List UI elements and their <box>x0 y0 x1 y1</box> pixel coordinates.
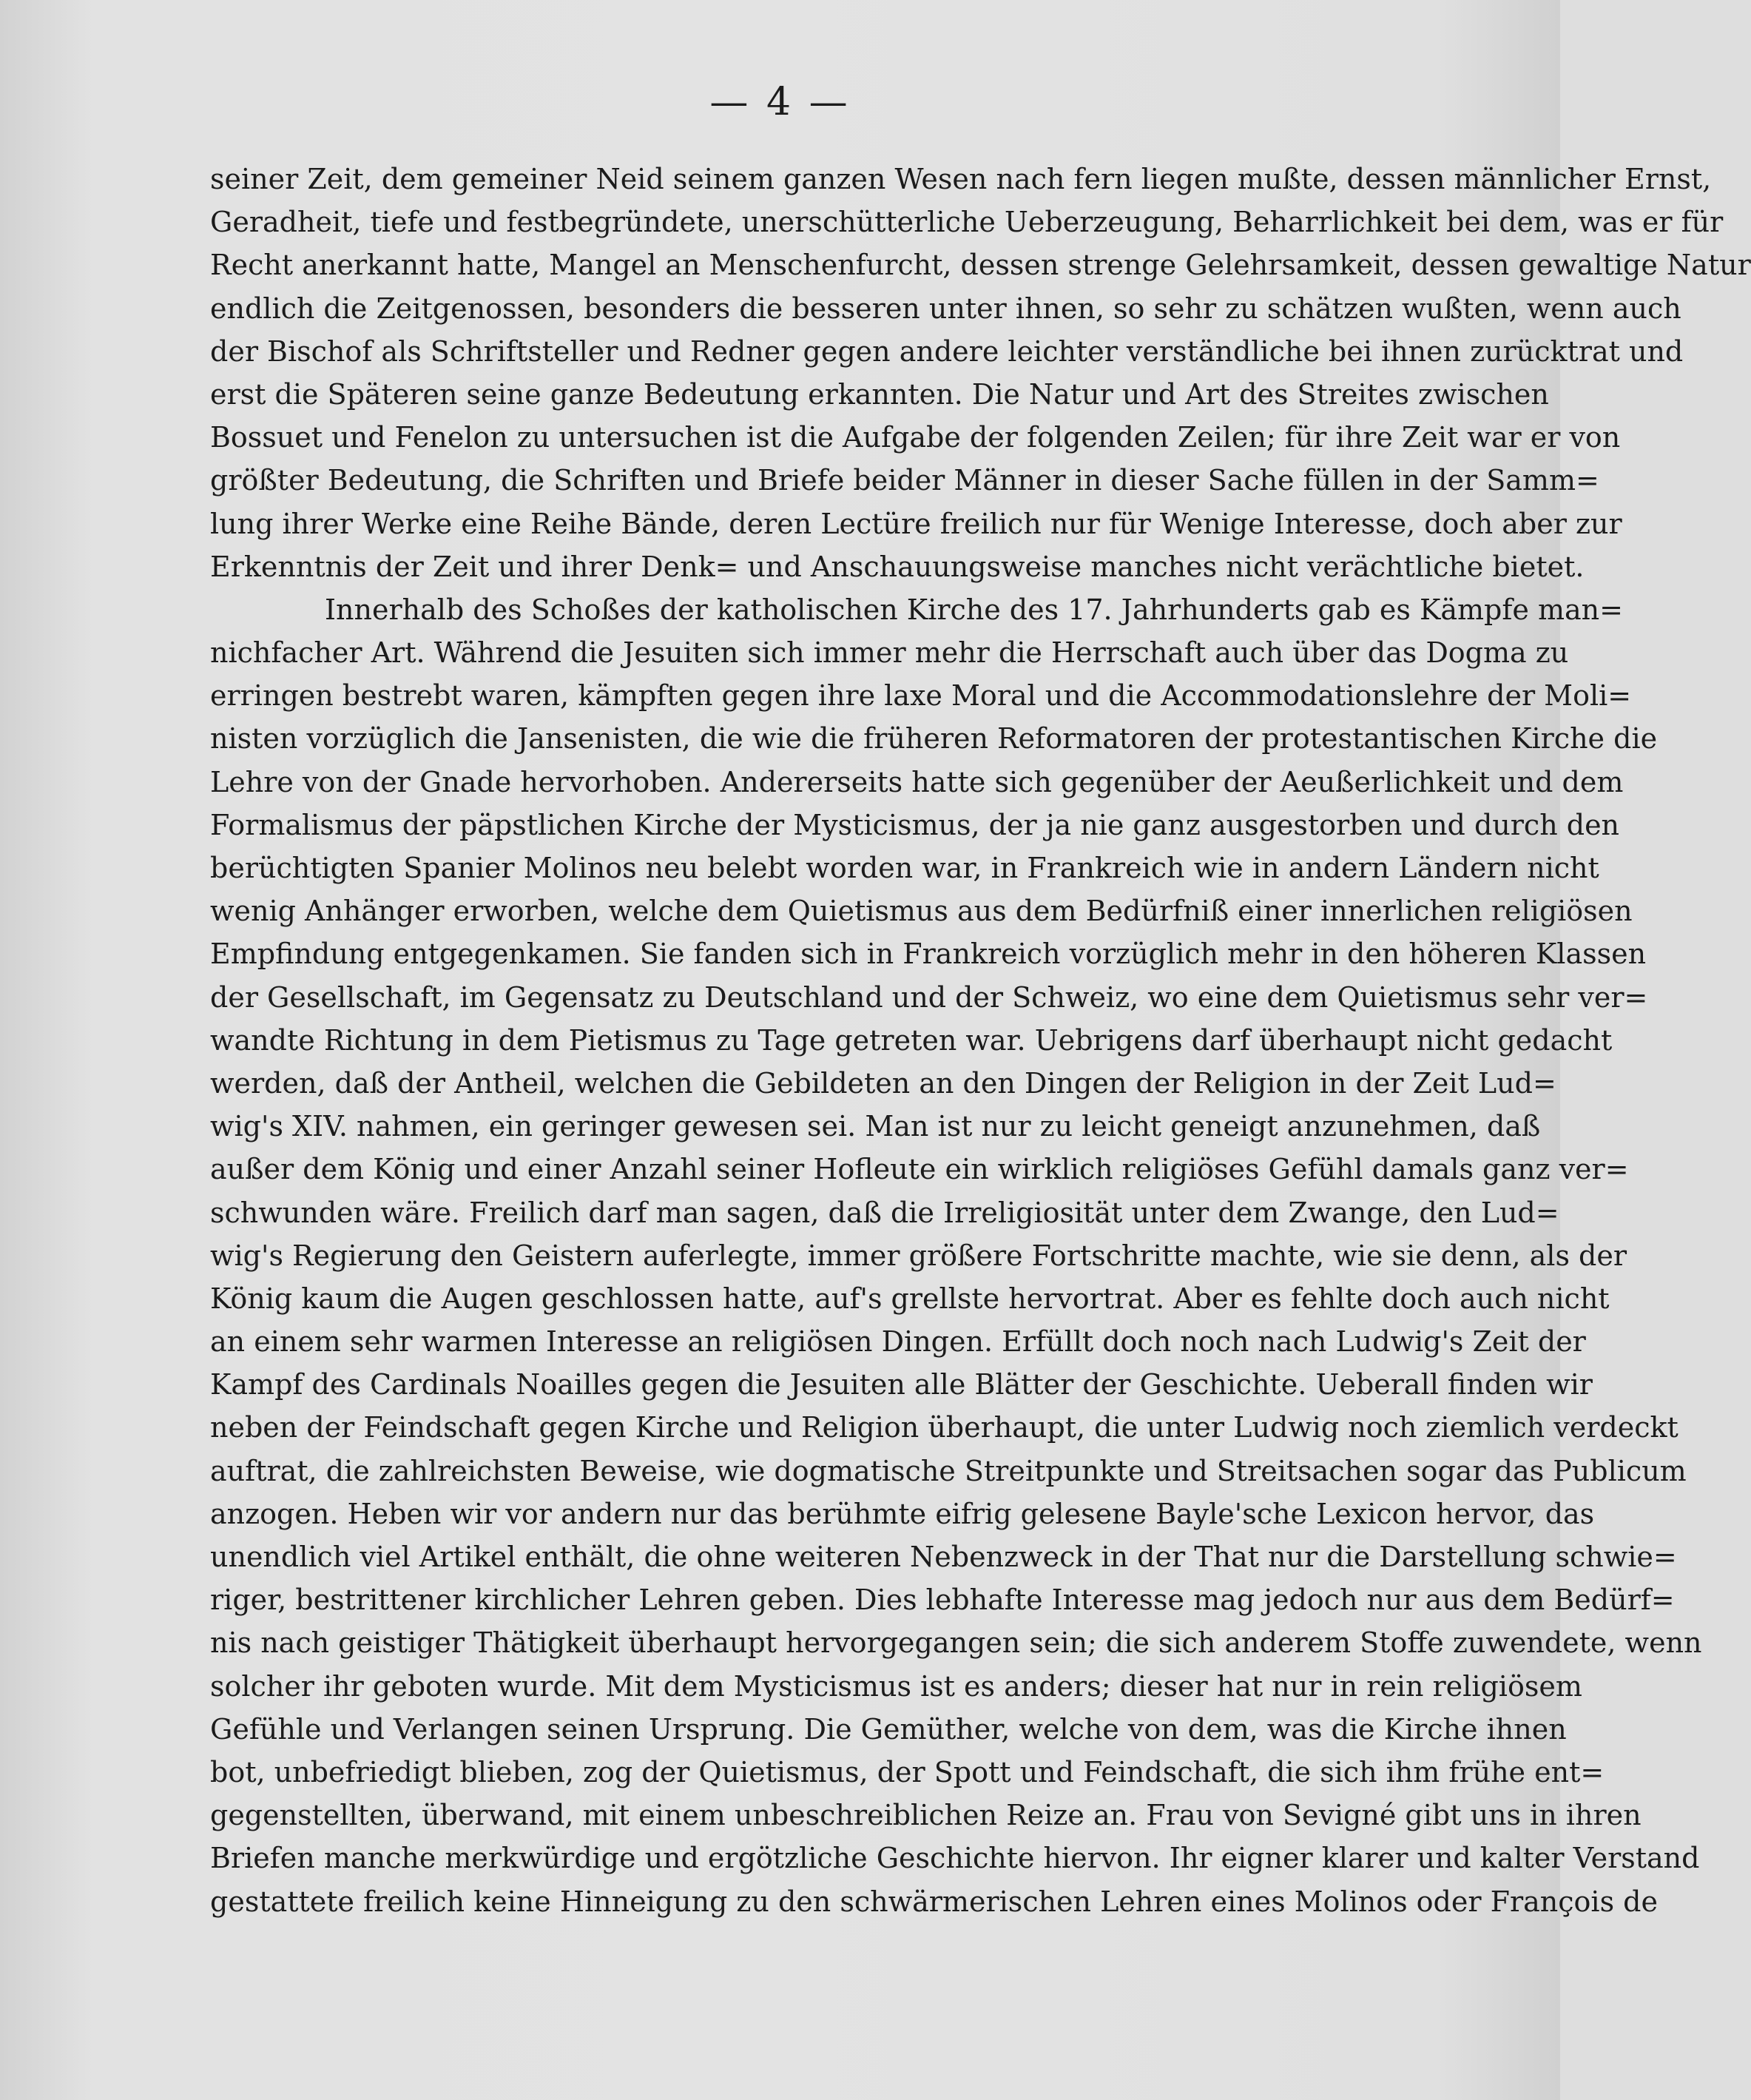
text-line: Briefen manche merkwürdige und ergötzliche Geschichte hiervon. Ihr eigner klarer und kalter Verstand <box>210 1842 1700 1875</box>
text-line: nis nach geistiger Thätigkeit überhaupt hervorgegangen sein; die sich anderem Stoffe zuwendete, wenn <box>210 1626 1702 1660</box>
text-line: Erkenntnis der Zeit und ihrer Denk= und Anschauungsweise manches nicht verächtliche bietet. <box>210 550 1585 583</box>
text-line: Bossuet und Fenelon zu untersuchen ist die Aufgabe der folgenden Zeilen; für ihre Zeit war er von <box>210 421 1621 454</box>
text-line: Empfindung entgegenkamen. Sie fanden sich in Frankreich vorzüglich mehr in den höheren Klassen <box>210 938 1647 971</box>
text-line: Innerhalb des Schoßes der katholischen Kirche des 17. Jahrhunderts gab es Kämpfe man= <box>325 593 1623 626</box>
text-line: wig's Regierung den Geistern auferlegte, immer größere Fortschritte machte, wie sie denn, als der <box>210 1239 1627 1272</box>
text-line: wandte Richtung in dem Pietismus zu Tage getreten war. Uebrigens darf überhaupt nicht gedacht <box>210 1023 1613 1057</box>
text-line: unendlich viel Artikel enthält, die ohne weiteren Nebenzweck in der That nur die Darstellung schwie= <box>210 1541 1677 1573</box>
text-line: Recht anerkannt hatte, Mangel an Menschenfurcht, dessen strenge Gelehrsamkeit, dessen gewaltige Natur <box>210 249 1751 282</box>
text-line: seiner Zeit, dem gemeiner Neid seinem ganzen Wesen nach fern liegen mußte, dessen männlicher Ernst, <box>210 163 1712 195</box>
text-line: Formalismus der päpstlichen Kirche der Mysticismus, der ja nie ganz ausgestorben und durch den <box>210 808 1620 841</box>
text-line: solcher ihr geboten wurde. Mit dem Mysticismus ist es anders; dieser hat nur in rein religiösem <box>210 1669 1582 1703</box>
page-number: — 4 — <box>709 80 851 124</box>
text-line: größter Bedeutung, die Schriften und Briefe beider Männer in dieser Sache füllen in der Samm= <box>210 464 1599 497</box>
text-line: König kaum die Augen geschlossen hatte, auf's grellste hervortrat. Aber es fehlte doch auch nicht <box>210 1282 1610 1315</box>
paragraph <box>210 588 1702 1923</box>
text-line: bot, unbefriedigt blieben, zog der Quietismus, der Spott und Feindschaft, die sich ihm frühe ent= <box>210 1755 1605 1788</box>
text-line: werden, daß der Antheil, welchen die Gebildeten an den Dingen der Religion in der Zeit Lud= <box>210 1066 1556 1100</box>
text-line: gestattete freilich keine Hinneigung zu den schwärmerischen Lehren eines Molinos oder François de <box>210 1885 1658 1918</box>
text-line: Kampf des Cardinals Noailles gegen die Jesuiten alle Blätter der Geschichte. Ueberall finden wir <box>210 1368 1593 1401</box>
text-line: Geradheit, tiefe und festbegründete, unerschütterliche Ueberzeugung, Beharrlichkeit bei dem, was er für <box>210 206 1724 239</box>
text-line: auftrat, die zahlreichsten Beweise, wie dogmatische Streitpunkte und Streitsachen sogar das Publicum <box>210 1454 1687 1487</box>
paragraph <box>210 158 1751 588</box>
text-line: Gefühle und Verlangen seinen Ursprung. Die Gemüther, welche von dem, was die Kirche ihnen <box>210 1712 1567 1746</box>
text-line: endlich die Zeitgenossen, besonders die besseren unter ihnen, so sehr zu schätzen wußten, wenn auch <box>210 292 1681 325</box>
text-line: neben der Feindschaft gegen Kirche und Religion überhaupt, die unter Ludwig noch ziemlich verdeckt <box>210 1411 1679 1444</box>
text-line: nisten vorzüglich die Jansenisten, die wie die früheren Reformatoren der protestantischen Kirche die <box>210 722 1658 755</box>
text-line: der Gesellschaft, im Gegensatz zu Deutschland und der Schweiz, wo eine dem Quietismus sehr ver= <box>210 980 1648 1014</box>
text-line: der Bischof als Schriftsteller und Redner gegen andere leichter verständliche bei ihnen zurücktrat und <box>210 334 1684 368</box>
text-line: anzogen. Heben wir vor andern nur das berühmte eifrig gelesene Bayle'sche Lexicon hervor, das <box>210 1497 1595 1530</box>
text-line: erringen bestrebt waren, kämpften gegen ihre laxe Moral und die Accommodationslehre der Moli= <box>210 679 1632 713</box>
text-line: erst die Späteren seine ganze Bedeutung erkannten. Die Natur und Art des Streites zwischen <box>210 377 1549 411</box>
text-line: außer dem König und einer Anzahl seiner Hofleute ein wirklich religiöses Gefühl damals ganz ver= <box>210 1153 1629 1186</box>
text-line: berüchtigten Spanier Molinos neu belebt worden war, in Frankreich wie in andern Ländern nicht <box>210 852 1599 884</box>
text-line: schwunden wäre. Freilich darf man sagen, daß die Irreligiosität unter dem Zwange, den Lud= <box>210 1196 1559 1229</box>
text-line: wig's XIV. nahmen, ein geringer gewesen sei. Man ist nur zu leicht geneigt anzunehmen, daß <box>210 1110 1541 1143</box>
text-line: riger, bestrittener kirchlicher Lehren geben. Dies lebhafte Interesse mag jedoch nur aus dem Bedürf= <box>210 1584 1675 1617</box>
text-line: wenig Anhänger erworben, welche dem Quietismus aus dem Bedürfniß einer innerlichen religiösen <box>210 895 1633 928</box>
text-line: lung ihrer Werke eine Reihe Bände, deren Lectüre freilich nur für Wenige Interesse, doch aber zur <box>210 507 1622 540</box>
body-text <box>210 158 1751 1923</box>
text-line: gegenstellten, überwand, mit einem unbeschreiblichen Reize an. Frau von Sevigné gibt uns in ihren <box>210 1799 1642 1832</box>
text-line: nichfacher Art. Während die Jesuiten sich immer mehr die Herrschaft auch über das Dogma zu <box>210 636 1569 670</box>
text-line: an einem sehr warmen Interesse an religiösen Dingen. Erfüllt doch noch nach Ludwig's Zeit der <box>210 1325 1586 1359</box>
text-line: Lehre von der Gnade hervorhoben. Andererseits hatte sich gegenüber der Aeußerlichkeit und dem <box>210 765 1624 798</box>
